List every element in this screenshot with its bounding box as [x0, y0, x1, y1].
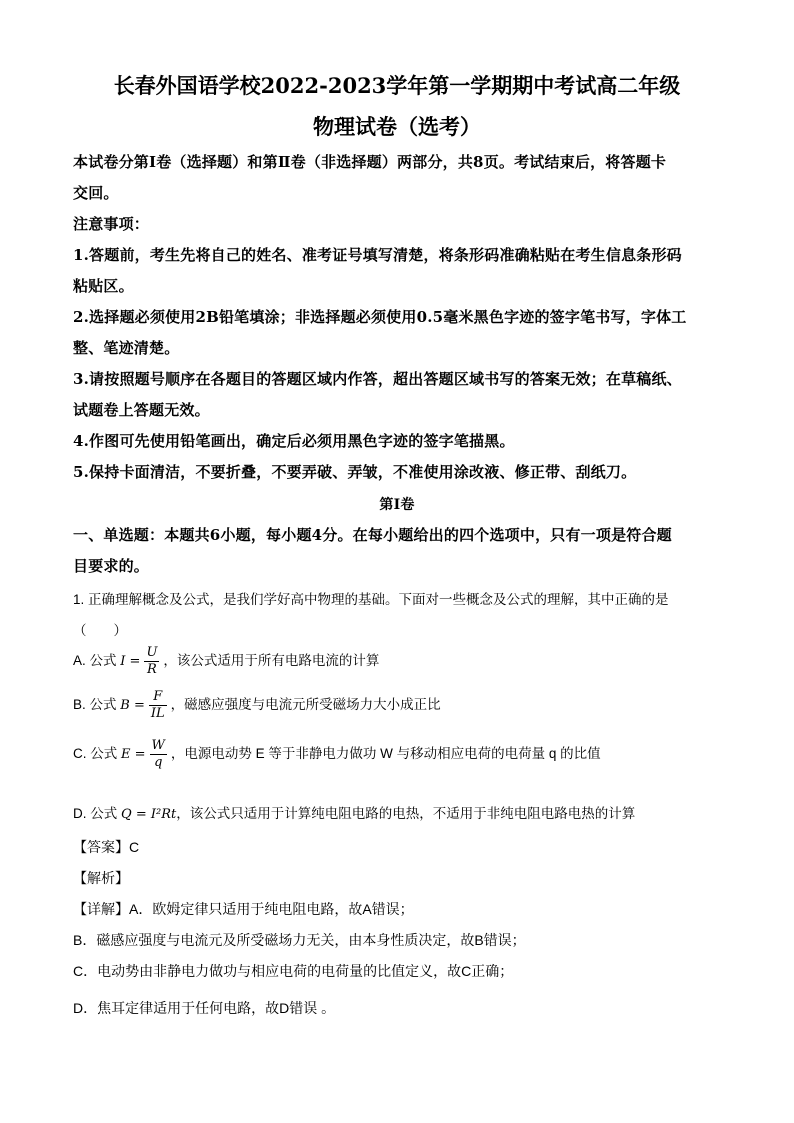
option-c-numerator: W: [151, 738, 165, 753]
answer-line: 【答案】C: [73, 839, 140, 855]
option-a-lhs: I =: [120, 654, 141, 670]
option-b-numerator: F: [149, 689, 167, 706]
option-a-denominator: R: [147, 662, 157, 677]
notice-heading: 注意事项：: [73, 215, 150, 233]
option-c: [73, 738, 733, 771]
option-d-label: D. 公式: [73, 806, 118, 821]
notice-line-5: 3.请按照题号顺序在各题目的答题区域内作答，超出答题区域书写的答案无效；在草稿纸、: [73, 370, 682, 388]
notice-line-7: 4.作图可先使用铅笔画出，确定后必须用黑色字迹的签字笔描黑。: [73, 432, 515, 450]
option-b-fraction: [149, 689, 167, 722]
notice-line-2: 粘贴区。: [73, 277, 134, 295]
notice-line-8: 5.保持卡面清洁，不要折叠，不要弄破、弄皱，不准使用涂改液、修正带、刮纸刀。: [73, 463, 637, 481]
option-a-label: A. 公式: [73, 653, 117, 669]
section-title: 第Ⅰ卷: [379, 497, 415, 513]
question-stem-line-1: 1. 正确理解概念及公式，是我们学好高中物理的基础。下面对一些概念及公式的理解，其中正确的是: [73, 592, 669, 607]
option-c-text: ，电源电动势 E 等于非静电力做功 W 与移动相应电荷的电荷量 q 的比值: [170, 746, 601, 762]
intro-line-2: 交回。: [73, 184, 119, 202]
option-c-denominator: q: [154, 755, 163, 770]
option-d-expr: Q = I²Rt: [121, 807, 177, 822]
option-a-text: ，该公式适用于所有电路电流的计算: [163, 653, 380, 669]
intro-line-1: 本试卷分第Ⅰ卷（选择题）和第Ⅱ卷（非选择题）两部分，共8页。考试结束后，将答题卡: [73, 153, 667, 171]
option-b-label: B. 公式: [73, 697, 117, 713]
option-c-label: C. 公式: [73, 746, 118, 762]
section-desc-line-1: 一、单选题：本题共6小题，每小题4分。在每小题给出的四个选项中，只有一项是符合题: [73, 526, 672, 544]
option-a-fraction: [144, 645, 159, 678]
option-b-text: ，磁感应强度与电流元所受磁场力大小成正比: [170, 697, 441, 713]
analysis-line-1: 【详解】A．欧姆定律只适用于纯电阻电路，故A错误；: [73, 901, 414, 917]
analysis-line-4: D．焦耳定律适用于任何电路，故D错误 。: [73, 1000, 336, 1016]
option-b-denominator: IL: [150, 706, 165, 721]
option-a: [73, 645, 733, 678]
question-stem-line-2: （ ）: [73, 623, 127, 638]
option-b: [73, 689, 733, 722]
option-c-lhs: E =: [121, 747, 146, 763]
notice-line-4: 整、笔迹清楚。: [73, 339, 180, 357]
option-b-lhs: B =: [120, 698, 145, 714]
exam-title: 长春外国语学校2022-2023学年第一学期期中考试高二年级: [113, 73, 681, 98]
option-d-text: ，该公式只适用于计算纯电阻电路的电热，不适用于非纯电阻电路电热的计算: [176, 806, 636, 821]
exam-subtitle: 物理试卷（选考）: [313, 114, 481, 139]
analysis-line-3: C．电动势由非静电力做功与相应电荷的电荷量的比值定义，故C正确；: [73, 963, 514, 979]
option-d: [73, 802, 733, 822]
notice-line-1: 1.答题前，考生先将自己的姓名、准考证号填写清楚，将条形码准确粘贴在考生信息条形码: [73, 246, 682, 264]
option-a-numerator: U: [146, 645, 158, 660]
section-desc-line-2: 目要求的。: [73, 557, 150, 575]
notice-line-3: 2.选择题必须使用2B铅笔填涂；非选择题必须使用0.5毫米黑色字迹的签字笔书写，字体工: [73, 308, 687, 326]
option-c-fraction: [150, 738, 167, 771]
notice-line-6: 试题卷上答题无效。: [73, 401, 210, 419]
analysis-line-2: B．磁感应强度与电流元及所受磁场力无关，由本身性质决定，故B错误；: [73, 932, 526, 948]
analysis-heading: 【解析】: [73, 870, 129, 886]
